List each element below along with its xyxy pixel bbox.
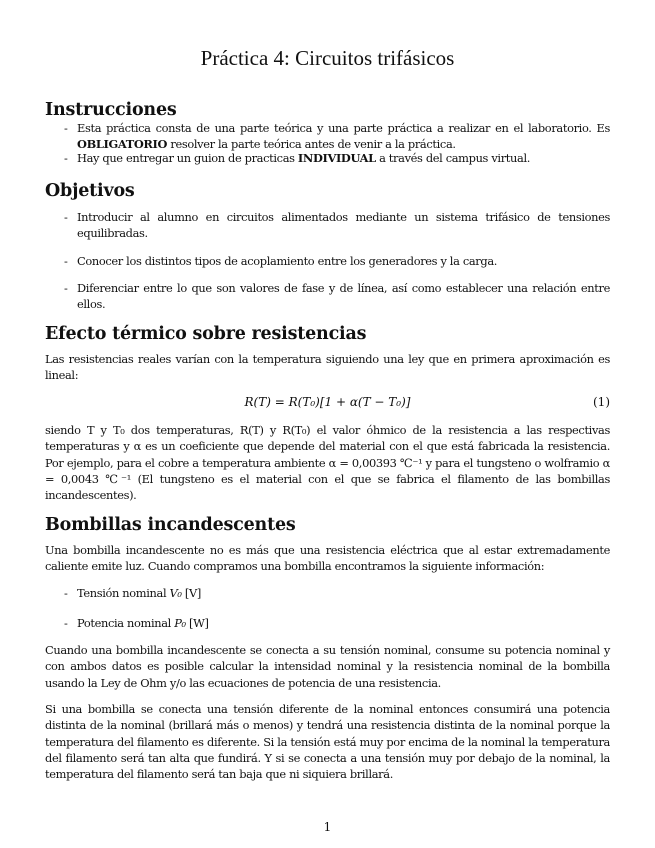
item-label: Potencia nominal	[77, 616, 175, 630]
bombilla-item-potencia	[64, 615, 610, 631]
instruction-item-1	[64, 120, 610, 153]
bullet-dash: -	[64, 281, 68, 295]
bullet-dash: -	[64, 151, 68, 165]
bombillas-paragraph-2: Si una bombilla se conecta una tensión diferente de la nominal entonces consumirá una potencia distinta de la nominal (brillará más o menos) y tendrá una resistencia distinta de la nominal porque la temperatura del filamento es diferente. Si la tensión está muy por encima de la nominal la temperatura del filamento será tan alta que fundirá. Y si se conecta a una tensión muy por debajo de la nominal, la temperatura del filamento será tan baja que ni siquiera brillará.	[45, 702, 610, 782]
instruction-bold: OBLIGATORIO	[77, 137, 168, 152]
objective-item	[64, 280, 610, 313]
bombillas-paragraph-1: Cuando una bombilla incandescente se conecta a su tensión nominal, consume su potencia nominal y con ambos datos es posible calcular la intensidad nominal y la resistencia nominal de la bombilla usando la Ley de Ohm y/o las ecuaciones de potencia de una resistencia.	[45, 643, 610, 690]
item-symbol: V₀	[169, 586, 182, 600]
bullet-dash: -	[64, 586, 68, 600]
instruction-bold: INDIVIDUAL	[297, 151, 376, 165]
bullet-dash: -	[64, 616, 68, 630]
equation-number: (1)	[593, 395, 610, 409]
item-label: Tensión nominal	[77, 586, 170, 600]
instruction-text: a través del campus virtual.	[375, 151, 531, 165]
bullet-dash: -	[64, 210, 68, 224]
bombillas-intro: Una bombilla incandescente no es más que una resistencia eléctrica que al estar extremadamente caliente emite luz. Cuando compramos una bombilla encontramos la siguiente información:	[45, 543, 610, 574]
bombilla-item-tension	[64, 585, 610, 601]
instruction-item-2	[64, 150, 610, 166]
instruction-text: resolver la parte teórica antes de venir a la práctica.	[167, 137, 456, 152]
efecto-body: siendo T y T₀ dos temperaturas, R(T) y R(T₀) el valor óhmico de la resistencia a las respectivas temperaturas y α es un coeficiente que depende del material con el que está fabricada la resistencia. Por ejemplo, para el cobre a temperatura ambiente α = 0,00393 ℃⁻¹ y para el tungsteno o wolframio α = 0,0043 ℃⁻¹ (El tungsteno es el material con el que se fabrica el filamento de las bombillas incandescentes).	[45, 423, 610, 503]
page-number: 1	[323, 820, 332, 834]
item-unit: [V]	[181, 586, 201, 600]
objective-item	[64, 209, 610, 242]
instruction-text: Esta práctica consta de una parte teórica y una parte práctica a realizar en el laboratorio. Es	[77, 121, 610, 135]
instruction-text: Hay que entregar un guion de practicas	[77, 151, 298, 165]
objective-item	[64, 253, 610, 269]
bullet-dash: -	[64, 121, 68, 135]
bullet-dash: -	[64, 254, 68, 268]
efecto-intro: Las resistencias reales varían con la temperatura siguiendo una ley que en primera aproximación es lineal:	[45, 352, 610, 383]
equation-formula: R(T) = R(T₀)[1 + α(T − T₀)]	[244, 395, 411, 409]
objective-text: Conocer los distintos tipos de acoplamiento entre los generadores y la carga.	[77, 254, 498, 268]
page-title: Práctica 4: Circuitos trifásicos	[200, 46, 455, 70]
equation-1	[45, 395, 610, 413]
heading-objetivos: Objetivos	[45, 181, 135, 201]
heading-bombillas: Bombillas incandescentes	[45, 515, 296, 535]
item-symbol: P₀	[174, 616, 186, 630]
heading-efecto-termico: Efecto térmico sobre resistencias	[45, 324, 367, 344]
item-unit: [W]	[185, 616, 209, 630]
heading-instrucciones: Instrucciones	[45, 100, 177, 120]
objective-text: Diferenciar entre lo que son valores de fase y de línea, así como establecer una relación entre ellos.	[77, 281, 610, 312]
objective-text: Introducir al alumno en circuitos alimentados mediante un sistema trifásico de tensiones equilibradas.	[77, 210, 610, 241]
